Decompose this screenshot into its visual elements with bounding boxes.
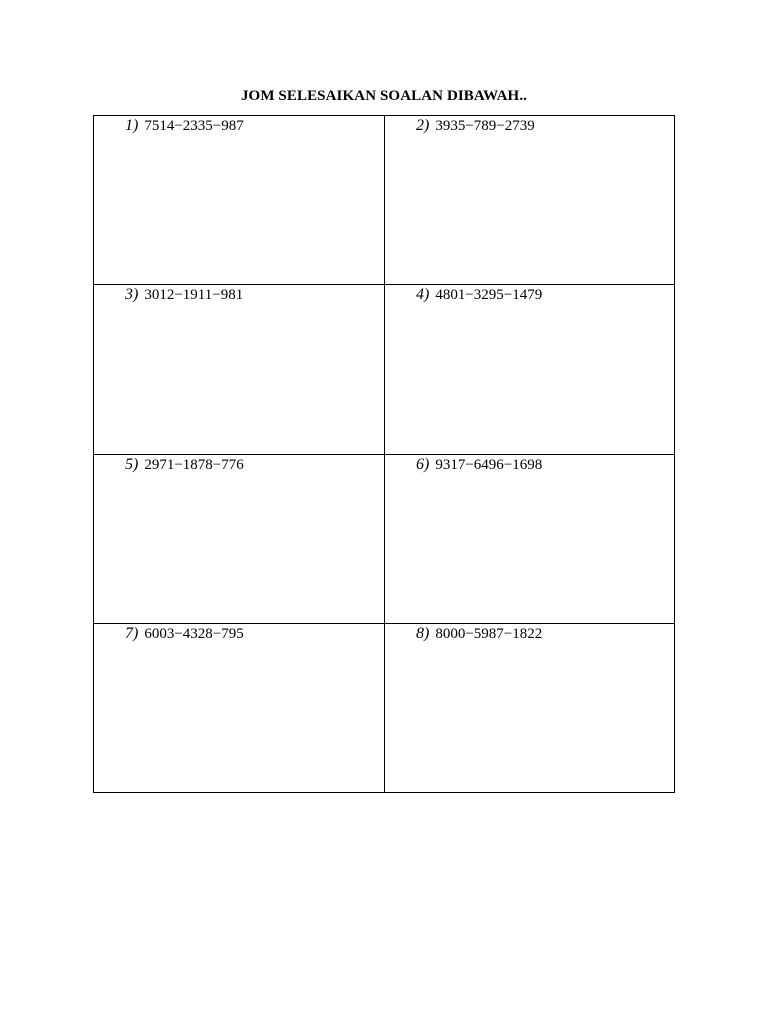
question-5 bbox=[125, 456, 244, 474]
question-cell-1 bbox=[94, 116, 385, 285]
question-cell-4 bbox=[385, 285, 675, 455]
question-expression: 7514−2335−987 bbox=[144, 118, 244, 134]
question-expression: 2971−1878−776 bbox=[144, 457, 244, 473]
question-cell-5 bbox=[94, 455, 385, 624]
question-8 bbox=[416, 625, 542, 643]
question-cell-2 bbox=[385, 116, 675, 285]
question-cell-7 bbox=[94, 624, 385, 792]
question-number: 3) bbox=[125, 286, 139, 303]
question-number: 7) bbox=[125, 625, 139, 642]
question-grid bbox=[93, 115, 675, 793]
question-cell-8 bbox=[385, 624, 675, 792]
question-cell-3 bbox=[94, 285, 385, 455]
question-1 bbox=[125, 117, 244, 135]
worksheet-title: JOM SELESAIKAN SOALAN DIBAWAH.. bbox=[240, 88, 528, 104]
question-number: 1) bbox=[125, 117, 139, 134]
question-expression: 4801−3295−1479 bbox=[435, 287, 543, 303]
question-number: 4) bbox=[416, 286, 430, 303]
question-3 bbox=[125, 286, 243, 304]
question-6 bbox=[416, 456, 542, 474]
question-number: 6) bbox=[416, 456, 430, 473]
question-4 bbox=[416, 286, 542, 304]
question-number: 8) bbox=[416, 625, 430, 642]
question-number: 5) bbox=[125, 456, 139, 473]
question-expression: 3935−789−2739 bbox=[435, 118, 535, 134]
question-expression: 8000−5987−1822 bbox=[435, 626, 543, 642]
question-expression: 6003−4328−795 bbox=[144, 626, 244, 642]
question-2 bbox=[416, 117, 535, 135]
question-expression: 9317−6496−1698 bbox=[435, 457, 543, 473]
question-7 bbox=[125, 625, 244, 643]
question-number: 2) bbox=[416, 117, 430, 134]
question-cell-6 bbox=[385, 455, 675, 624]
question-expression: 3012−1911−981 bbox=[144, 287, 244, 303]
